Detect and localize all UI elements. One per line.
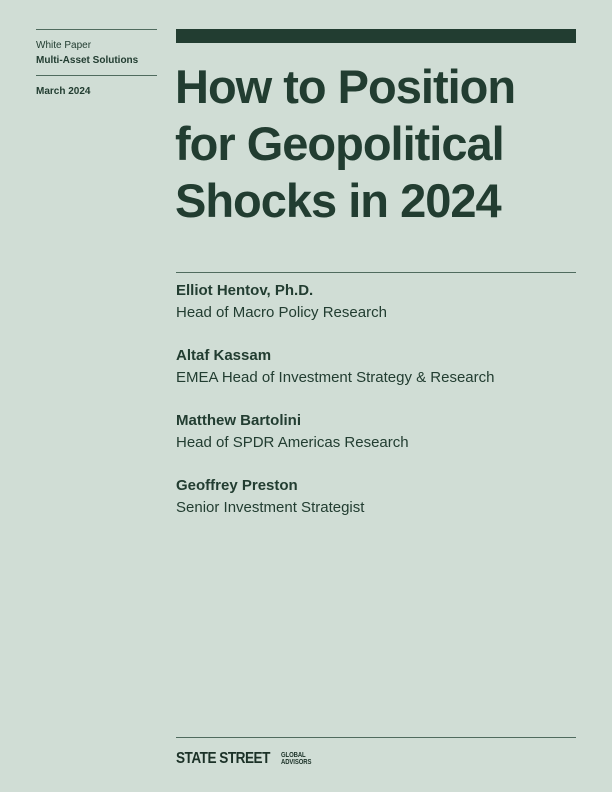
logo-sub-line-2: ADVISORS: [281, 759, 312, 766]
header-bar: [176, 29, 576, 43]
author-name: Matthew Bartolini: [176, 412, 302, 429]
author-name: Altaf Kassam: [176, 347, 272, 364]
footer-divider: [176, 737, 576, 738]
author-entry: [176, 411, 576, 476]
sidebar-divider: [36, 75, 157, 76]
author-role: Head of Macro Policy Research: [176, 304, 387, 321]
title-line-3: Shocks in 2024: [175, 174, 501, 227]
page-title: [175, 58, 576, 229]
author-entry: [176, 346, 576, 411]
publication-date: March 2024: [36, 86, 91, 97]
author-list: [176, 281, 576, 541]
author-role: Senior Investment Strategist: [176, 499, 365, 516]
sidebar: [36, 29, 157, 98]
author-role: EMEA Head of Investment Strategy & Research: [176, 369, 495, 386]
logo-sub-line-1: GLOBAL: [281, 751, 306, 759]
logo-wordmark: STATE STREET: [176, 750, 270, 767]
document-series: Multi-Asset Solutions: [36, 55, 139, 66]
author-name: Elliot Hentov, Ph.D.: [176, 282, 314, 299]
author-entry: [176, 281, 576, 346]
logo-subtext: [281, 752, 311, 767]
state-street-logo: [176, 748, 317, 770]
author-entry: [176, 476, 576, 541]
title-line-1: How to Position: [175, 60, 516, 113]
author-role: Head of SPDR Americas Research: [176, 434, 409, 451]
author-name: Geoffrey Preston: [176, 477, 298, 494]
sidebar-top-rule: [36, 29, 157, 30]
title-line-2: for Geopolitical: [175, 117, 504, 170]
document-type: White Paper: [36, 40, 92, 51]
authors-divider: [176, 272, 576, 273]
